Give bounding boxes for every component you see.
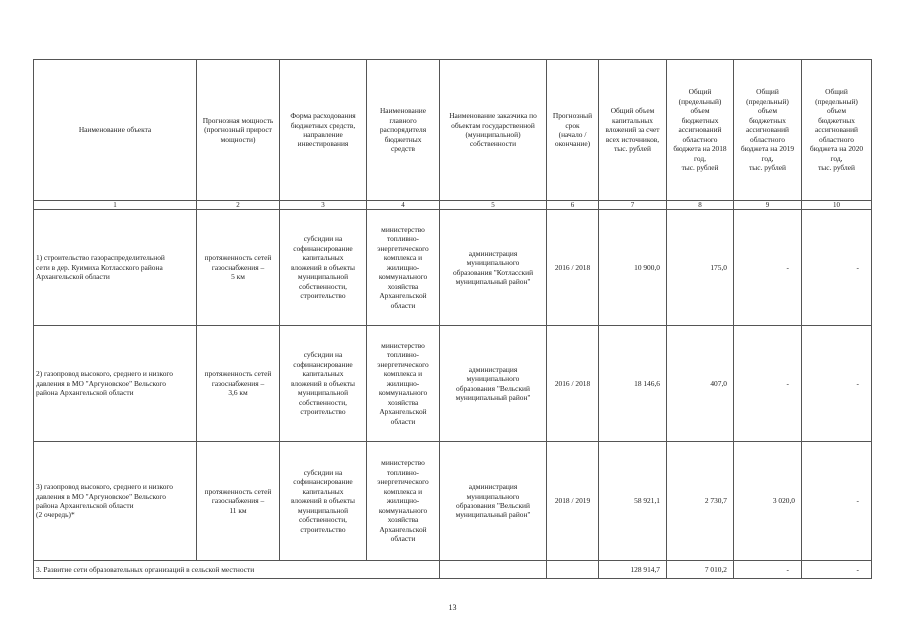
page-number: 13 — [448, 603, 457, 612]
capital-investment-table — [33, 59, 872, 579]
total-investment-cell: 18 146,6 — [599, 326, 667, 442]
column-number: 5 — [440, 201, 547, 210]
spending-form-cell: субсидии на софинансирование капитальных вложений в объекты муниципальной собственности, строительство — [280, 210, 367, 326]
budget-2019-cell: - — [734, 210, 802, 326]
customer-cell: администрация муниципального образования "Вельский муниципальный район" — [440, 326, 547, 442]
header-cell: Общий (предельный) объем бюджетных ассигнований областного бюджета на 2020 год, тыс. рублей — [802, 60, 872, 201]
section-2019-cell: - — [734, 561, 802, 579]
header-cell: Прогнозная мощность (прогнозный прирост мощности) — [197, 60, 280, 201]
term-cell: 2016 / 2018 — [547, 326, 599, 442]
spending-form-cell: субсидии на софинансирование капитальных вложений в объекты муниципальной собственности, строительство — [280, 326, 367, 442]
budget-2018-cell: 407,0 — [667, 326, 734, 442]
table-row — [34, 442, 872, 561]
header-cell: Форма расходования бюджетных средств, направление инвестирования — [280, 60, 367, 201]
term-cell: 2016 / 2018 — [547, 210, 599, 326]
customer-cell: администрация муниципального образования "Котласский муниципальный район" — [440, 210, 547, 326]
budget-2019-cell: 3 020,0 — [734, 442, 802, 561]
header-cell: Наименование заказчика по объектам государственной (муниципальной) собственности — [440, 60, 547, 201]
empty-cell — [547, 561, 599, 579]
column-number: 10 — [802, 201, 872, 210]
header-cell: Общий объем капитальных вложений за счет всех источников, тыс. рублей — [599, 60, 667, 201]
column-number: 2 — [197, 201, 280, 210]
table-row — [34, 326, 872, 442]
section-total-cell: 128 914,7 — [599, 561, 667, 579]
budget-2018-cell: 2 730,7 — [667, 442, 734, 561]
column-number: 3 — [280, 201, 367, 210]
column-number: 8 — [667, 201, 734, 210]
section-2018-cell: 7 010,2 — [667, 561, 734, 579]
spending-form-cell: субсидии на софинансирование капитальных вложений в объекты муниципальной собственности, строительство — [280, 442, 367, 561]
column-number: 9 — [734, 201, 802, 210]
capacity-cell: протяженность сетей газоснабжения – 5 км — [197, 210, 280, 326]
column-number: 1 — [34, 201, 197, 210]
budget-2020-cell: - — [802, 442, 872, 561]
budget-manager-cell: министерство топливно- энергетического комплекса и жилищно- коммунального хозяйства Архангельской области — [367, 442, 440, 561]
total-investment-cell: 58 921,1 — [599, 442, 667, 561]
header-cell: Прогнозный срок (начало / окончание) — [547, 60, 599, 201]
section-title: 3. Развитие сети образовательных организаций в сельской местности — [34, 561, 440, 579]
customer-cell: администрация муниципального образования "Вельский муниципальный район" — [440, 442, 547, 561]
table-row — [34, 210, 872, 326]
object-name-cell: 3) газопровод высокого, среднего и низкого давления в МО "Аргуновское" Вельского района Архангельской области (2 очередь)* — [34, 442, 197, 561]
budget-manager-cell: министерство топливно- энергетического комплекса и жилищно- коммунального хозяйства Архангельской области — [367, 210, 440, 326]
column-number-row — [34, 201, 872, 210]
header-cell: Наименование объекта — [34, 60, 197, 201]
empty-cell — [440, 561, 547, 579]
column-number: 4 — [367, 201, 440, 210]
header-cell: Общий (предельный) объем бюджетных ассигнований областного бюджета на 2019 год, тыс. рублей — [734, 60, 802, 201]
capacity-cell: протяженность сетей газоснабжения – 11 км — [197, 442, 280, 561]
term-cell: 2018 / 2019 — [547, 442, 599, 561]
section-row — [34, 561, 872, 579]
budget-manager-cell: министерство топливно- энергетического комплекса и жилищно- коммунального хозяйства Архангельской области — [367, 326, 440, 442]
budget-2020-cell: - — [802, 326, 872, 442]
budget-2018-cell: 175,0 — [667, 210, 734, 326]
header-row — [34, 60, 872, 201]
section-2020-cell: - — [802, 561, 872, 579]
total-investment-cell: 10 900,0 — [599, 210, 667, 326]
capacity-cell: протяженность сетей газоснабжения – 3,6 км — [197, 326, 280, 442]
column-number: 6 — [547, 201, 599, 210]
object-name-cell: 2) газопровод высокого, среднего и низкого давления в МО "Аргуновское" Вельского района Архангельской области — [34, 326, 197, 442]
column-number: 7 — [599, 201, 667, 210]
header-cell: Общий (предельный) объем бюджетных ассигнований областного бюджета на 2018 год, тыс. рублей — [667, 60, 734, 201]
header-cell: Наименование главного распорядителя бюджетных средств — [367, 60, 440, 201]
budget-2020-cell: - — [802, 210, 872, 326]
object-name-cell: 1) строительство газораспределительной сети в дер. Куимиха Котласского района Архангельской области — [34, 210, 197, 326]
budget-2019-cell: - — [734, 326, 802, 442]
